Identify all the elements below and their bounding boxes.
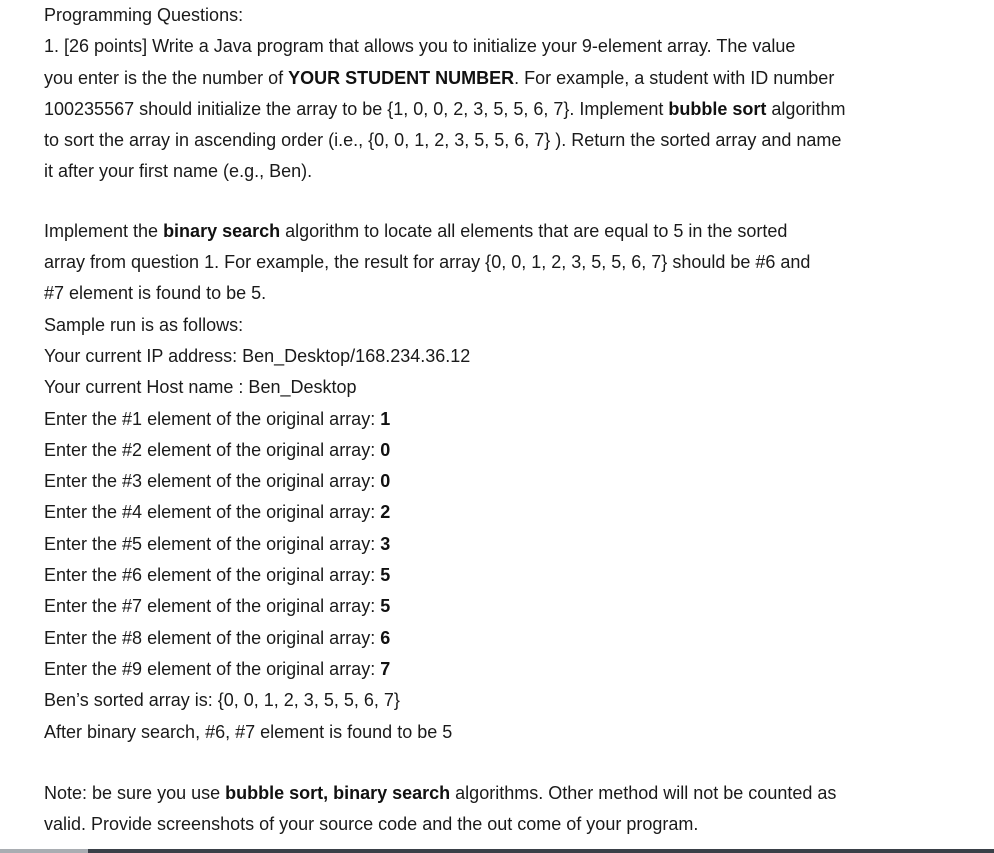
question-1-line-3: 100235567 should initialize the array to be {1, 0, 0, 2, 3, 5, 5, 6, 7}. Implement bubble sort algorithm bbox=[44, 98, 846, 119]
algorithms-emphasis: bubble sort, binary search bbox=[225, 782, 451, 803]
question-1-line-2: you enter is the the number of YOUR STUDENT NUMBER. For example, a student with ID number bbox=[44, 67, 835, 88]
sample-entry-9: Enter the #9 element of the original array: 7 bbox=[44, 658, 391, 679]
note-line-2: valid. Provide screenshots of your source code and the out come of your program. bbox=[44, 814, 699, 835]
sample-entry-2: Enter the #2 element of the original array: 0 bbox=[44, 439, 391, 460]
bottom-border bbox=[0, 849, 994, 853]
sample-run bbox=[44, 310, 944, 748]
entry-value: 2 bbox=[380, 502, 391, 523]
sample-entry-8: Enter the #8 element of the original array: 6 bbox=[44, 627, 391, 648]
entry-value: 0 bbox=[380, 471, 391, 492]
sample-entry-3: Enter the #3 element of the original array: 0 bbox=[44, 471, 391, 492]
entry-value: 6 bbox=[380, 627, 391, 648]
entry-value: 7 bbox=[380, 658, 391, 679]
sample-entry-5: Enter the #5 element of the original array: 3 bbox=[44, 533, 391, 554]
binary-line-2: array from question 1. For example, the result for array {0, 0, 1, 2, 3, 5, 5, 6, 7} should be #6 and bbox=[44, 252, 811, 273]
bottom-border-segment bbox=[0, 849, 88, 853]
note-line-1: Note: be sure you use bubble sort, binary search algorithms. Other method will not be counted as bbox=[44, 782, 837, 803]
question-1-line-1: 1. [26 points] Write a Java program that allows you to initialize your 9-element array. The value bbox=[44, 36, 796, 57]
binary-search-emphasis: binary search bbox=[163, 220, 281, 241]
question-1-line-5: it after your first name (e.g., Ben). bbox=[44, 161, 313, 182]
sample-result-line: After binary search, #6, #7 element is found to be 5 bbox=[44, 721, 453, 742]
question-1-line-4: to sort the array in ascending order (i.e., {0, 0, 1, 2, 3, 5, 5, 6, 7} ). Return the sorted array and name bbox=[44, 130, 842, 151]
binary-search-paragraph bbox=[44, 216, 944, 310]
sample-sorted-line: Ben’s sorted array is: {0, 0, 1, 2, 3, 5, 5, 6, 7} bbox=[44, 690, 400, 711]
note-paragraph bbox=[44, 778, 944, 841]
sample-entry-6: Enter the #6 element of the original array: 5 bbox=[44, 565, 391, 586]
section-heading: Programming Questions: bbox=[44, 5, 244, 25]
binary-line-3: #7 element is found to be 5. bbox=[44, 283, 267, 304]
entry-value: 1 bbox=[380, 408, 391, 429]
bubble-sort-emphasis: bubble sort bbox=[668, 98, 767, 119]
sample-entry-1: Enter the #1 element of the original array: 1 bbox=[44, 408, 391, 429]
entry-value: 3 bbox=[380, 533, 391, 554]
document-page bbox=[44, 0, 944, 840]
question-1-paragraph bbox=[44, 31, 944, 187]
student-number-emphasis: YOUR STUDENT NUMBER bbox=[288, 67, 515, 88]
sample-entry-7: Enter the #7 element of the original array: 5 bbox=[44, 596, 391, 617]
entry-value: 0 bbox=[380, 439, 391, 460]
sample-entry-4: Enter the #4 element of the original array: 2 bbox=[44, 502, 391, 523]
sample-ip-line: Your current IP address: Ben_Desktop/168.234.36.12 bbox=[44, 345, 471, 366]
entry-value: 5 bbox=[380, 565, 391, 586]
sample-host-line: Your current Host name : Ben_Desktop bbox=[44, 377, 357, 398]
binary-line-1: Implement the binary search algorithm to locate all elements that are equal to 5 in the sorted bbox=[44, 220, 788, 241]
entry-value: 5 bbox=[380, 596, 391, 617]
sample-run-intro: Sample run is as follows: bbox=[44, 314, 244, 335]
